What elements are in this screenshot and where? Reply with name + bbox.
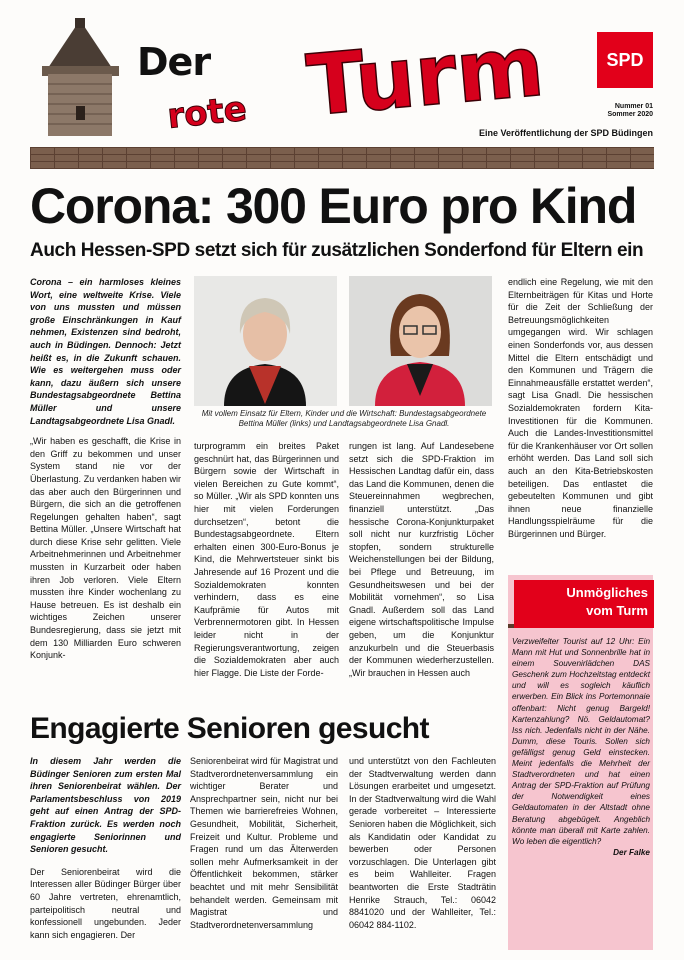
photo-lisa-gnadl [349,276,492,406]
issue-info [540,103,653,119]
article2-column-2: Seniorenbeirat wird für Magistrat und Stadtverordnetenversammlung ein wichtiger Berater und Ansprechpartner sein, nicht nur bei Themen wie barrierefreies Wohnen, Gesundheit, Mobilität, Sicherheit, Freizeit und Kultur. Probleme und Fragen rund um das Älterwerden sollen mehr Aufmerksamkeit in der Öffentlichkeit bekommen, stärker beachtet und mit mehr Sensibilität behandelt werden. Gemeinsam mit Magistrat und Stadtverordnetenversammlung [190,756,338,930]
masthead-turm-text: Turm [303,16,548,135]
article-subheadline: Auch Hessen-SPD setzt sich für zusätzlichen Sonderfond für Eltern ein [30,240,644,261]
sidebar-box-title [514,580,654,628]
article1-column-2: turprogramm ein breites Paket geschnürt hat, das Bürgerinnen und Bürgern sowie der Wirtschaft in vielen Bereichen zu Gute kommt“, so Müller. „Wir als SPD konnten uns hier mit vielen Forderungen durchsetzen“, betont die Bundestagsabgeordnete. Eltern erhalten einen 300-Euro-Bonus je Kind, die Mehrwertsteuer sinkt bis Jahresende auf 16 Prozent und die Sozialdemokraten konnten verhindern, dass es eine Kaufprämie für Autos mit Verbrennermotoren gibt. In Hessen leider nicht in der Regierungsverantwortung, zeigen die Sozialdemokraten aber auch hier Flagge. Die Liste der Forde- [194,441,339,678]
article2-col1-text: Der Seniorenbeirat wird die Interessen aller Büdinger Bürger über 60 Jahre vertreten, ehrenamtlich, parteipolitisch neutral und konfessionell ungebunden. Jeder kann sich engagieren. Der [30,866,181,940]
article1-column-3: rungen ist lang. Auf Landesebene setzt sich die SPD-Fraktion im Hessischen Landtag dafür ein, dass das Land die Kommunen, denen die Steuereinnahmen wegbrechen, finanziell unterstützt. „Das hessische Corona-Konjunkturpaket soll nicht nur kurzfristig Löcher stopfen, sondern strukturelle Weichenstellungen bei der Bildung, bei Pflege und Betreuung, im Gesundheitswesen und bei der Mobilität vornehmen“, so Lisa Gnadl. Außerdem soll das Land eigene wirtschaftspolitische Impulse geben, um die Konjunktur anzukurbeln und die Steuerbasis der Kommunen wiederherzustellen. „Wir brauchen in Hessen auch [349,441,494,678]
article1-lead: Corona – ein harmloses kleines Wort, eine weltweite Krise. Viele von uns mussten und müssen große Einschränkungen in Kauf nehmen, Existenzen sind bedroht, auch in Büdingen. Dennoch: Jetzt heißt es, in die Zukunft schauen. Wie es weitergehen muss oder kann, dazu äußern sich unsere Bundestagsabgeordnete Bettina Müller und unsere Landtagsabgeordnete Lisa Gnadl. [30,277,181,426]
article1-col1-text: „Wir haben es geschafft, die Krise in den Griff zu bekommen und unser System stand nie vor der Überlastung. Zu verdanken haben wir das aber auch den Bürgerinnen und Bürgern, die sich an die getroffenen Regelungen gehalten haben“, sagt Bettina Müller. „Unsere Wirtschaft hat durch diese Krise sehr gelitten. Viele Arbeitnehmerinnen und Arbeitnehmer mussten in Kurzarbeit oder haben ihren Job verloren. Viele Eltern mussten ihre Kinder wochenlang zu Hause betreuen. Es ist deshalb ein wichtiges Zeichen unserer Bundesregierung, dass sie jetzt mit dem 130 Milliarden Euro schweren Konjunk- [30,436,181,661]
senior-headline: Engagierte Senioren gesucht [30,712,429,745]
article-headline: Corona: 300 Euro pro Kind [30,178,637,234]
issue-season: Sommer 2020 [607,111,653,118]
sidebar-story: Verzweifelter Tourist auf 12 Uhr: Ein Mann mit Hut und Sonnenbrille hat in einem Souvenirlädchen DAS Geschenk zum Hochzeitstag entdeckt und will es sogleich käuflich erwerben. Ein Blick ins Portemonnaie offenbart: Nicht genug Bargeld! Kartenzahlung? Nö. Geldautomat? Iss nich. Jedenfalls nicht in der Nähe. Dumm, diese Touris. Sollen sich gefälligst genug Geld einstecken. Meint jedenfalls die Mehrheit der Stadtverordneten und hat einen Antrag der SPD-Fraktion auf Prüfung der Notwendigkeit eines Geldautomaten in der Altstadt ohne Beratung abgebügelt. Angeblich könnte man überall mit Karte zahlen. Wo leben die eigentlich? [512,637,650,846]
sidebar-title-line1: Unmögliches [566,585,648,600]
sidebar-title-line2: vom Turm [586,603,648,618]
photo-bettina-mueller [194,276,337,406]
masthead-rote [148,84,266,140]
tower-illustration [38,18,123,136]
sidebar-signature: Der Falke [613,847,650,857]
article2-column-1 [30,755,181,941]
article1-column-1 [30,276,181,662]
article2-lead: In diesem Jahr werden die Büdinger Senioren zum ersten Mal ihren Seniorenbeirat wählen. Der Parlamentsbeschluss von 2019 geht auf einen Antrag der SPD-Fraktion zurück. Es werden noch engagierte Seniorinnen und Senioren gesucht. [30,756,181,855]
masthead-rote-text: rote [165,88,249,137]
spd-logo: SPD [597,32,653,88]
publisher-line: Eine Veröffentlichung der SPD Büdingen [478,128,653,138]
issue-number: Nummer 01 [614,103,653,110]
masthead-der: Der [137,40,211,84]
sidebar-box-text [512,636,650,858]
article1-column-4: endlich eine Regelung, wie mit den Elternbeiträgen für Kitas und Horte für die Zeit der Schließung der Betreuungsmöglichkeiten umgegangen wird. Wir schlagen einen Sonderfonds vor, aus dessen Mittel die Eltern entschädigt und den Kommunen und Trägern die Einnahmeausfälle erstattet werden“, sagt Lisa Gnadl. Die hessischen Sozialdemokraten fordern Kita-Investitionen für die Kommunen. Auch die Landes-Investitionsmittel für die Krankenhäuser vor Ort sollen erhöht werden. Das Land soll sich auch an den Kita-Betriebskosten beteiligen. Das entlastet die gebeutelten Kommunen und gibt ihnen neue finanzielle Handlungsspielräume für die Bürgerinnen und Bürger. [508,277,653,539]
photo-caption: Mit vollem Einsatz für Eltern, Kinder und die Wirtschaft: Bundestagsabgeordnete Bettina Müller (links) und Landtagsabgeordnete Lisa Gnadl. [201,409,487,428]
stone-wall-banner [30,147,654,169]
article2-column-3: und unterstützt von den Fachleuten der Stadtverwaltung werden dann Lösungen erarbeitet und umgesetzt. In der Stadtverwaltung wird die Wahl gerade vorbereitet – Interessierte Senioren haben die Möglichkeit, sich als Kandidatin oder Kandidat zu bewerben oder Personen vorzuschlagen. Die Unterlagen gibt es beim Wahlleiter. Fragen beantworten die Erste Stadträtin Henrike Strauch, Tel.: 06042 8841020 und der Wahlleiter, Tel.: 06042 884-1102. [349,756,496,930]
